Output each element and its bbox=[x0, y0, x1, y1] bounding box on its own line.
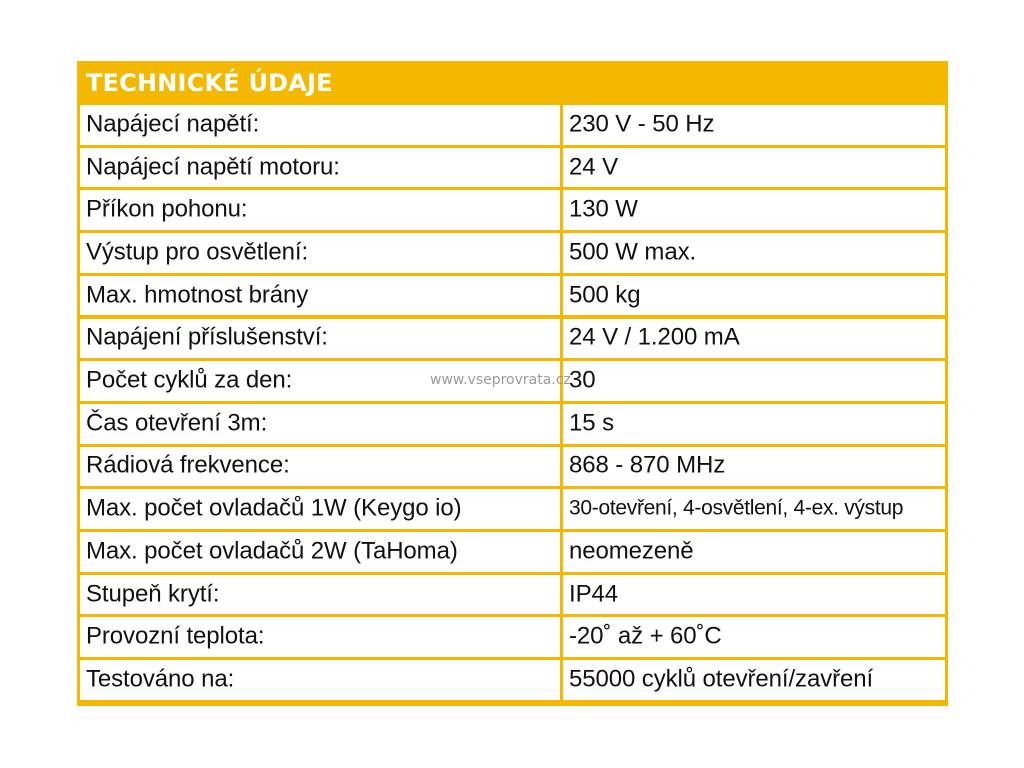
table-row bbox=[77, 529, 948, 572]
table-bottom-border bbox=[77, 703, 948, 706]
spec-label-cell bbox=[80, 319, 560, 359]
spec-value: 500 W max. bbox=[569, 238, 697, 266]
spec-value: 30-otevření, 4-osvětlení, 4-ex. výstup bbox=[569, 496, 904, 520]
spec-label-cell bbox=[80, 190, 560, 230]
spec-label-cell bbox=[80, 361, 560, 401]
spec-label-cell bbox=[80, 660, 560, 700]
spec-value-cell bbox=[563, 447, 945, 487]
spec-label: Čas otevření 3m: bbox=[86, 409, 268, 437]
spec-label-cell bbox=[80, 447, 560, 487]
table-row bbox=[77, 358, 948, 401]
spec-value-cell bbox=[563, 575, 945, 615]
table-row bbox=[77, 316, 948, 359]
spec-value-cell bbox=[563, 617, 945, 657]
spec-label: Provozní teplota: bbox=[86, 622, 265, 650]
spec-label-cell bbox=[80, 404, 560, 444]
table-row bbox=[77, 572, 948, 615]
table-row bbox=[77, 486, 948, 529]
spec-value-cell bbox=[563, 233, 945, 273]
spec-value-cell bbox=[563, 148, 945, 188]
table-row bbox=[77, 401, 948, 444]
spec-value: 30 bbox=[569, 366, 596, 394]
spec-value: 24 V / 1.200 mA bbox=[569, 323, 740, 351]
table-row bbox=[77, 187, 948, 230]
spec-value: 500 kg bbox=[569, 281, 641, 309]
spec-value-cell bbox=[563, 276, 945, 316]
spec-label-cell bbox=[80, 148, 560, 188]
technical-specs-table bbox=[77, 61, 948, 706]
spec-label-cell bbox=[80, 276, 560, 316]
spec-label-cell bbox=[80, 575, 560, 615]
table-row bbox=[77, 444, 948, 487]
spec-value-cell bbox=[563, 660, 945, 700]
spec-label-cell bbox=[80, 489, 560, 529]
watermark-text: www.vseprovrata.cz bbox=[430, 372, 571, 388]
spec-value-cell bbox=[563, 361, 945, 401]
spec-label-cell bbox=[80, 617, 560, 657]
spec-value: 868 - 870 MHz bbox=[569, 451, 726, 479]
spec-label: Max. hmotnost brány bbox=[86, 281, 309, 309]
table-row bbox=[77, 102, 948, 145]
table-header bbox=[77, 61, 948, 105]
spec-value-cell bbox=[563, 489, 945, 529]
spec-value: IP44 bbox=[569, 579, 618, 607]
table-row bbox=[77, 273, 948, 316]
spec-label-cell bbox=[80, 233, 560, 273]
spec-label-cell bbox=[80, 105, 560, 145]
table-row bbox=[77, 614, 948, 657]
table-title: TECHNICKÉ ÚDAJE bbox=[86, 69, 333, 97]
spec-label-cell bbox=[80, 532, 560, 572]
spec-label: Napájení příslušenství: bbox=[86, 323, 328, 351]
table-row bbox=[77, 145, 948, 188]
spec-label: Výstup pro osvětlení: bbox=[86, 238, 309, 266]
spec-value-cell bbox=[563, 319, 945, 359]
spec-label: Max. počet ovladačů 1W (Keygo io) bbox=[86, 494, 462, 522]
spec-value-cell bbox=[563, 105, 945, 145]
spec-value: 230 V - 50 Hz bbox=[569, 110, 715, 138]
spec-value: 130 W bbox=[569, 195, 638, 223]
spec-value-cell bbox=[563, 190, 945, 230]
spec-label: Max. počet ovladačů 2W (TaHoma) bbox=[86, 537, 458, 565]
spec-value: -20˚ až + 60˚C bbox=[569, 622, 722, 650]
spec-value: 55000 cyklů otevření/zavření bbox=[569, 665, 874, 693]
spec-label: Příkon pohonu: bbox=[86, 195, 248, 223]
spec-value: 15 s bbox=[569, 409, 614, 437]
table-row bbox=[77, 230, 948, 273]
spec-label: Rádiová frekvence: bbox=[86, 451, 290, 479]
spec-label: Testováno na: bbox=[86, 665, 235, 693]
spec-label: Stupeň krytí: bbox=[86, 579, 220, 607]
spec-label: Napájecí napětí motoru: bbox=[86, 152, 340, 180]
spec-value: neomezeně bbox=[569, 537, 694, 565]
spec-label: Napájecí napětí: bbox=[86, 110, 260, 138]
spec-value: 24 V bbox=[569, 152, 618, 180]
table-row bbox=[77, 657, 948, 700]
spec-value-cell bbox=[563, 532, 945, 572]
spec-value-cell bbox=[563, 404, 945, 444]
spec-label: Počet cyklů za den: bbox=[86, 366, 293, 394]
